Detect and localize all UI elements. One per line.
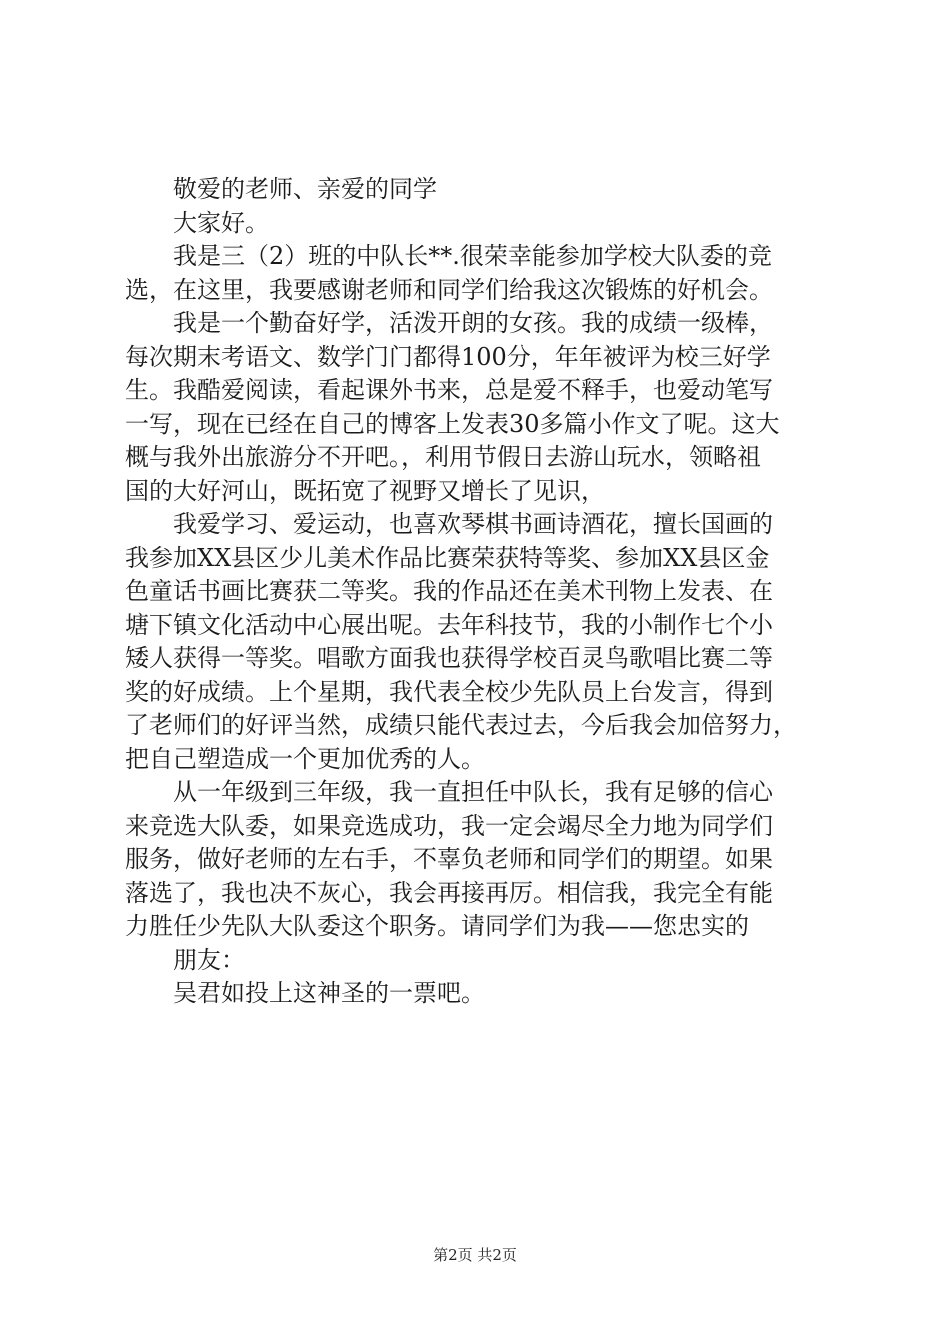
text-line: 奖的好成绩。上个星期，我代表全校少先队员上台发言，得到 [125,677,773,706]
text-line: 了老师们的好评当然，成绩只能代表过去，今后我会加倍努力， [125,711,797,739]
text-line: 色童话书画比赛获二等奖。我的作品还在美术刊物上发表、在 [125,577,773,605]
document-body [125,173,835,1011]
text-line: 来竞选大队委，如果竞选成功，我一定会竭尽全力地为同学们 [125,811,773,840]
page-footer [0,1245,950,1265]
text-line: 每次期末考语文、数学门门都得100分，年年被评为校三好学 [125,342,771,371]
text-line: 从一年级到三年级，我一直担任中队长，我有足够的信心 [173,778,773,806]
page-number-label: 第2页 共2页 [433,1246,517,1264]
text-line: 力胜任少先队大队委这个职务。请同学们为我——您忠实的 [125,912,749,940]
text-line: 我爱学习、爱运动，也喜欢琴棋书画诗酒花，擅长国画的 [173,510,773,538]
text-line: 把自己塑造成一个更加优秀的人。 [125,744,485,773]
text-line: 服务，做好老师的左右手，不辜负老师和同学们的期望。如果 [125,845,773,873]
text-line: 矮人获得一等奖。唱歌方面我也获得学校百灵鸟歌唱比赛二等 [125,644,773,672]
text-line: 生。我酷爱阅读，看起课外书来，总是爱不释手，也爱动笔写 [125,376,773,404]
text-line: 吴君如投上这神圣的一票吧。 [173,979,485,1007]
text-line: 一写，现在已经在自己的博客上发表30多篇小作文了呢。这大 [125,409,780,438]
text-line: 选，在这里，我要感谢老师和同学们给我这次锻炼的好机会。 [125,275,773,304]
text-line: 朋友： [173,945,245,974]
text-line: 国的大好河山，既拓宽了视野又增长了见识， [125,476,605,505]
text-line: 我参加XX县区少儿美术作品比赛荣获特等奖、参加XX县区金 [125,543,770,572]
text-line: 落选了，我也决不灰心，我会再接再厉。相信我，我完全有能 [125,878,773,907]
text-line: 塘下镇文化活动中心展出呢。去年科技节，我的小制作七个小 [125,610,773,639]
text-line: 概与我外出旅游分不开吧。，利用节假日去游山玩水，领略祖 [125,443,761,471]
text-line: 我是一个勤奋好学，活泼开朗的女孩。我的成绩一级棒， [173,309,773,337]
text-line: 大家好。 [173,208,269,237]
text-line: 我是三（2）班的中队长**.很荣幸能参加学校大队委的竞 [173,242,772,270]
text-line: 敬爱的老师、亲爱的同学 [173,175,437,203]
